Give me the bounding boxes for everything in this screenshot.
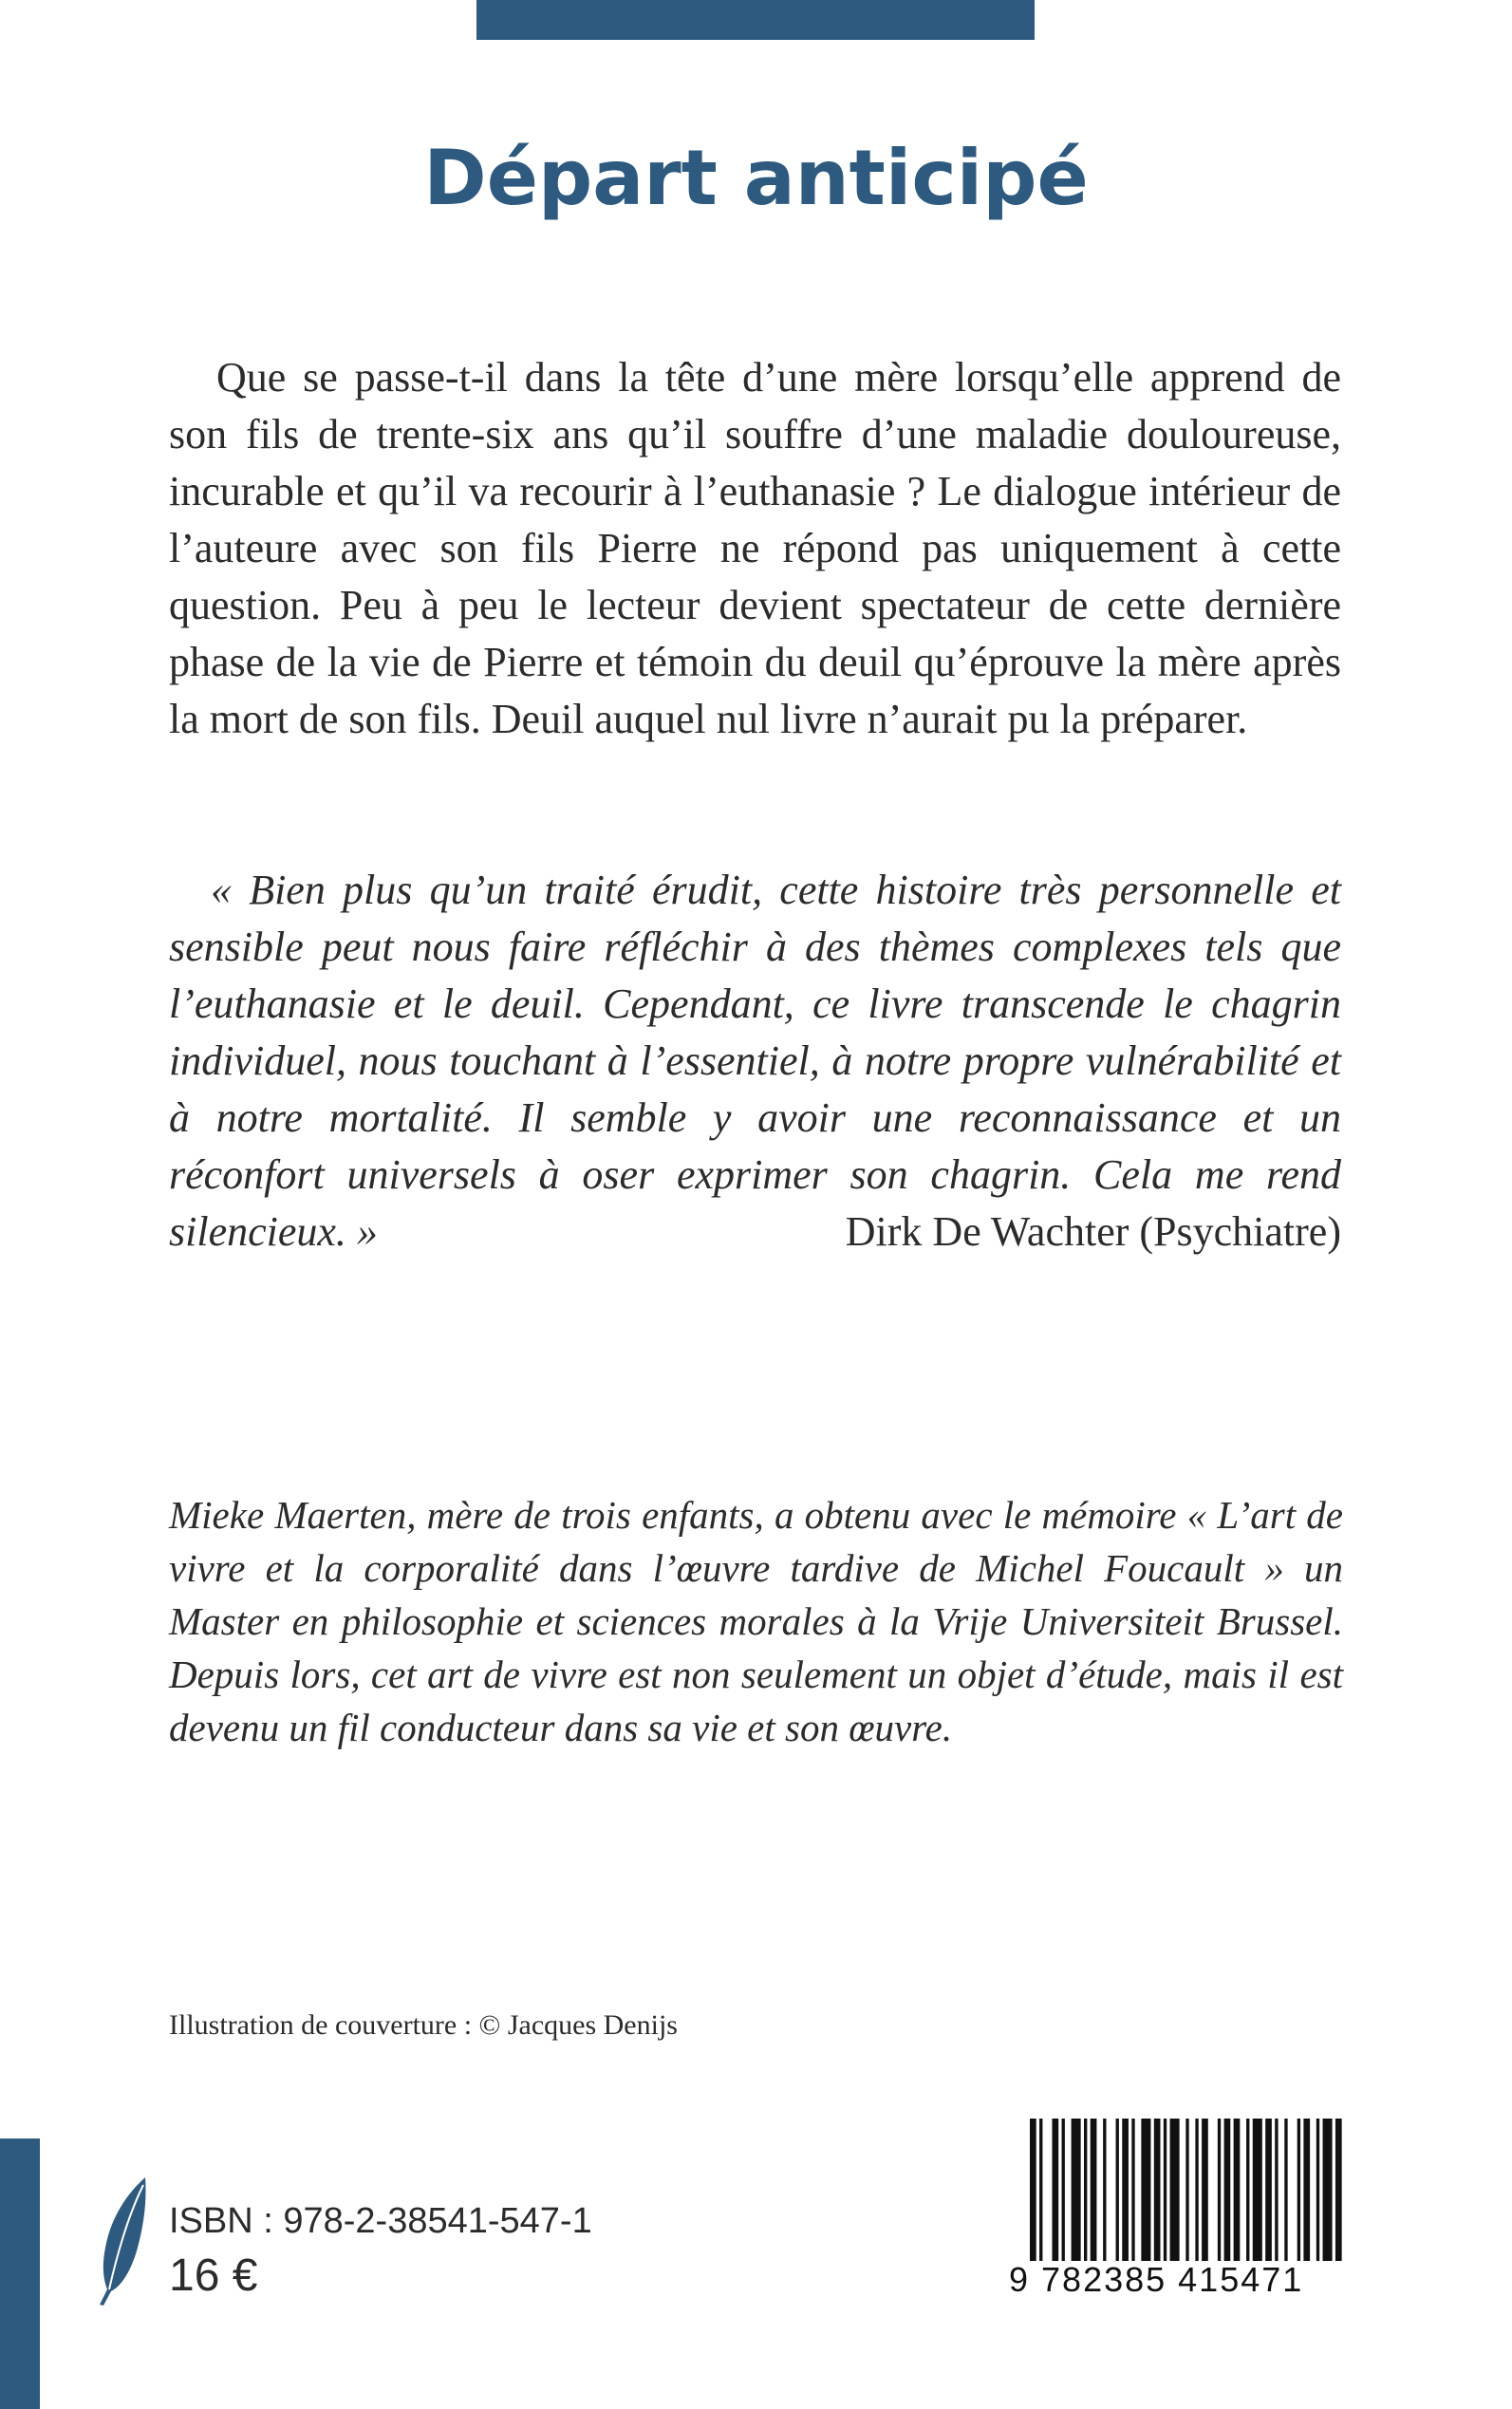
barcode-digits: 9 782385 415471: [1009, 2260, 1304, 2299]
author-bio: Mieke Maerten, mère de trois enfants, a obtenu avec le mémoire « L’art de vivre et la corporalité dans l’œuvre tardive de Michel Foucault » un Master en philosophie et sciences morales à la Vrije Universiteit Brussel. Depuis lors, cet art de vivre est non seulement un objet d’étude, mais il est devenu un fil conducteur dans sa vie et son œuvre.: [169, 1493, 1343, 1749]
isbn: ISBN : 978-2-38541-547-1: [169, 2201, 592, 2241]
book-summary: Que se passe-t-il dans la tête d’une mère lorsqu’elle apprend de son fils de trente-six ans qu’il souffre d’une maladie douloureuse, incurable et qu’il va recourir à l’euthanasie ? Le dialogue intérieur de l’auteure avec son fils Pierre ne répond pas uniquement à cette question. Peu à peu le lecteur devient spectateur de cette dernière phase de la vie de Pierre et témoin du deuil qu’éprouve la mère après la mort de son fils. Deuil auquel nul livre n’aurait pu la préparer.: [169, 354, 1341, 742]
book-title: Départ anticipé: [423, 134, 1089, 222]
quote-author: Dirk De Wachter (Psychiatre): [845, 1208, 1341, 1255]
review-quote: « Bien plus qu’un traité érudit, cette histoire très personnelle et sensible peut nous faire réfléchir à des thèmes complexes tels que l’euthanasie et le deuil. Cependant, ce livre transcende le chagrin individuel, nous touchant à l’essentiel, à notre propre vulnérabilité et à notre mortalité. Il semble y avoir une reconnaissance et un réconfort universels à oser exprimer son chagrin. Cela me rend silencieux. »: [169, 867, 1341, 1255]
feather-icon: [90, 2174, 157, 2306]
top-accent-bar: [476, 0, 1035, 40]
price: 16 €: [169, 2250, 258, 2301]
barcode: [1030, 2119, 1345, 2261]
illustration-credit: Illustration de couverture : © Jacques Denijs: [169, 2009, 678, 2041]
bottom-left-accent-bar: [0, 2138, 40, 2409]
